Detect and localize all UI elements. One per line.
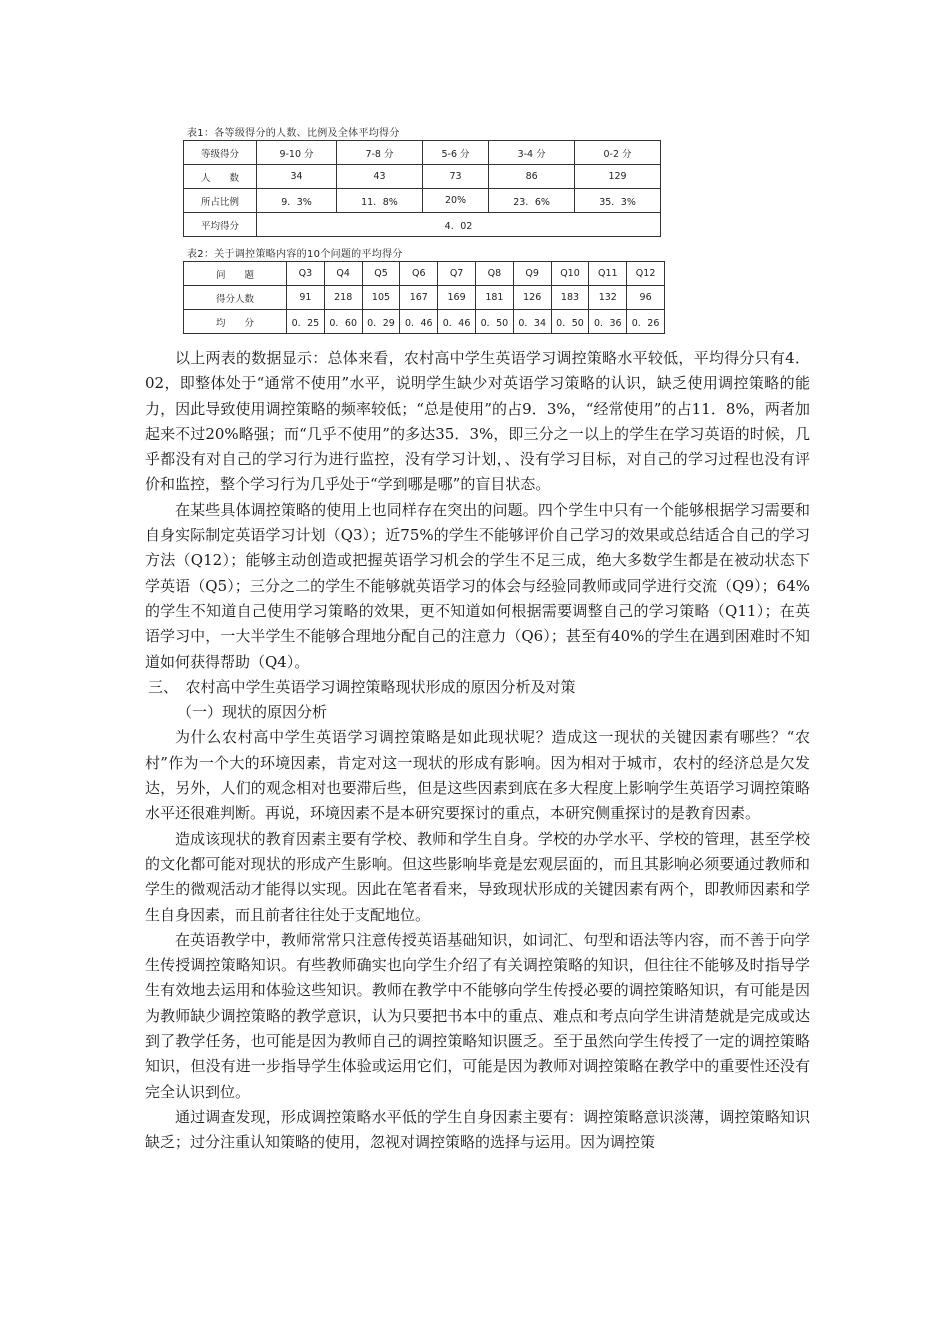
table-cell: Q11 — [589, 262, 627, 286]
table-cell: 96 — [627, 286, 665, 310]
table-cell: Q5 — [362, 262, 400, 286]
row-header: 均 分 — [184, 310, 287, 334]
table-cell: 35．3% — [575, 189, 661, 213]
row-header: 所占比例 — [184, 189, 257, 213]
table-cell: 0．25 — [287, 310, 325, 334]
table-cell: 169 — [438, 286, 476, 310]
paragraph: 造成该现状的教育因素主要有学校、教师和学生自身。学校的办学水平、学校的管理，甚至学校的文化都可能对现状的形成产生影响。但这些影响毕竟是宏观层面的，而且其影响必须要通过教师和学生的微观活动才能得以实现。因此在笔者看来，导致现状形成的关键因素有两个，即教师因素和学生自身因素，而且前者往往处于支配地位。 — [145, 829, 810, 924]
row-header: 等级得分 — [184, 141, 257, 165]
grade-score-table — [183, 140, 661, 237]
question-score-table — [183, 261, 665, 334]
table-cell: Q9 — [513, 262, 551, 286]
table2-caption: 表2：关于调控策略内容的10个问题的平均得分 — [187, 249, 403, 260]
table-cell: 0．29 — [362, 310, 400, 334]
table-cell: 86 — [489, 165, 575, 189]
table-cell: 11．8% — [337, 189, 423, 213]
table-cell: 0．46 — [438, 310, 476, 334]
paragraph: 在英语教学中，教师常常只注意传授英语基础知识，如词汇、句型和语法等内容，而不善于向学生传授调控策略知识。有些教师确实也向学生介绍了有关调控策略的知识，但往往不能够及时指导学生有效地去运用和体验这些知识。教师在教学中不能够向学生传授必要的调控策略知识，有可能是因为教师缺少调控策略的教学意识，认为只要把书本中的重点、难点和考点向学生讲清楚就是完成或达到了教学任务，也可能是因为教师自己的调控策略知识匮乏。至于虽然向学生传授了一定的调控策略知识，但没有进一步指导学生体验或运用它们，可能是因为教师对调控策略在教学中的重要性还没有完全认识到位。 — [145, 930, 810, 1101]
table-cell: 3-4 分 — [489, 141, 575, 165]
table-cell: 43 — [337, 165, 423, 189]
subsection-heading: （一）现状的原因分析 — [177, 703, 328, 722]
paragraph: 以上两表的数据显示：总体来看，农村高中学生英语学习调控策略水平较低，平均得分只有4．02，即整体处于“通常不使用”水平，说明学生缺少对英语学习策略的认识，缺乏使用调控策略的能力，因此导致使用调控策略的频率较低；“总是使用”的占9．3%，“经常使用”的占11．8%，两者加起来不过20%略强；而“几乎不使用”的多达35．3%，即三分之一以上的学生在学习英语的时候，几乎都没有对自己的学习行为进行监控，没有学习计划，、没有学习目标，对自己的学习过程也没有评价和监控，整个学习行为几乎处于“学到哪是哪”的盲目状态。 — [145, 349, 810, 494]
table-cell: 34 — [257, 165, 337, 189]
row-header: 问 题 — [184, 262, 287, 286]
table-cell: Q4 — [324, 262, 362, 286]
row-header: 人 数 — [184, 165, 257, 189]
average-score-cell: 4．02 — [257, 213, 661, 237]
table-cell: Q10 — [551, 262, 589, 286]
table-cell: Q6 — [400, 262, 438, 286]
table-cell: 0．50 — [551, 310, 589, 334]
table-cell: 167 — [400, 286, 438, 310]
paragraph: 在某些具体调控策略的使用上也同样存在突出的问题。四个学生中只有一个能够根据学习需要和自身实际制定英语学习计划（Q3）；近75%的学生不能够评价自己学习的效果或总结适合自己的学习方法（Q12）；能够主动创造或把握英语学习机会的学生不足三成，绝大多数学生都是在被动状态下学英语（Q5）；三分之二的学生不能够就英语学习的体会与经验同教师或同学进行交流（Q9）；64%的学生不知道自己使用学习策略的效果，更不知道如何根据需要调整自己的学习策略（Q11）；在英语学习中，一大半学生不能够合理地分配自己的注意力（Q6）；甚至有40%的学生在遇到困难时不知道如何获得帮助（Q4）。 — [145, 500, 810, 671]
table-cell: 0-2 分 — [575, 141, 661, 165]
table-row — [184, 262, 665, 286]
table-cell: 183 — [551, 286, 589, 310]
table1-caption: 表1：各等级得分的人数、比例及全体平均得分 — [187, 128, 400, 139]
table-cell: 0．36 — [589, 310, 627, 334]
table-row — [184, 141, 661, 165]
table-cell: 0．34 — [513, 310, 551, 334]
table-cell: 0．46 — [400, 310, 438, 334]
table-cell: 5-6 分 — [422, 141, 488, 165]
table-cell: 91 — [287, 286, 325, 310]
document-body — [145, 346, 810, 1156]
table-cell: 0．50 — [475, 310, 513, 334]
paragraph: 为什么农村高中学生英语学习调控策略是如此现状呢？造成这一现状的关键因素有哪些？“农村”作为一个大的环境因素，肯定对这一现状的形成有影响。因为相对于城市，农村的经济总是欠发达，另外，人们的观念相对也要滞后些，但是这些因素到底在多大程度上影响学生英语学习调控策略水平还很难判断。再说，环境因素不是本研究要探讨的重点，本研究侧重探讨的是教育因素。 — [145, 728, 810, 823]
table-row — [184, 165, 661, 189]
section-heading: 三、 农村高中学生英语学习调控策略现状形成的原因分析及对策 — [148, 677, 576, 696]
table-row — [184, 189, 661, 213]
table-cell: Q7 — [438, 262, 476, 286]
table-cell: 9-10 分 — [257, 141, 337, 165]
table-cell: 23．6% — [489, 189, 575, 213]
table-cell: 132 — [589, 286, 627, 310]
table-row — [184, 213, 661, 237]
table-cell: 73 — [422, 165, 488, 189]
table-cell: Q12 — [627, 262, 665, 286]
row-header: 平均得分 — [184, 213, 257, 237]
table-cell: 9．3% — [257, 189, 337, 213]
table-cell: 218 — [324, 286, 362, 310]
table-cell: 0．60 — [324, 310, 362, 334]
row-header: 得分人数 — [184, 286, 287, 310]
table-cell: 126 — [513, 286, 551, 310]
paragraph: 通过调查发现，形成调控策略水平低的学生自身因素主要有：调控策略意识淡薄，调控策略知识缺乏；过分注重认知策略的使用，忽视对调控策略的选择与运用。因为调控策 — [145, 1107, 810, 1152]
table-cell: 0．26 — [627, 310, 665, 334]
table-row — [184, 286, 665, 310]
table-row — [184, 310, 665, 334]
table-cell: 181 — [475, 286, 513, 310]
table-cell: 129 — [575, 165, 661, 189]
table-cell: Q8 — [475, 262, 513, 286]
table-cell: 105 — [362, 286, 400, 310]
table-cell: 7-8 分 — [337, 141, 423, 165]
table-cell: Q3 — [287, 262, 325, 286]
table-cell: 20% — [422, 189, 488, 213]
